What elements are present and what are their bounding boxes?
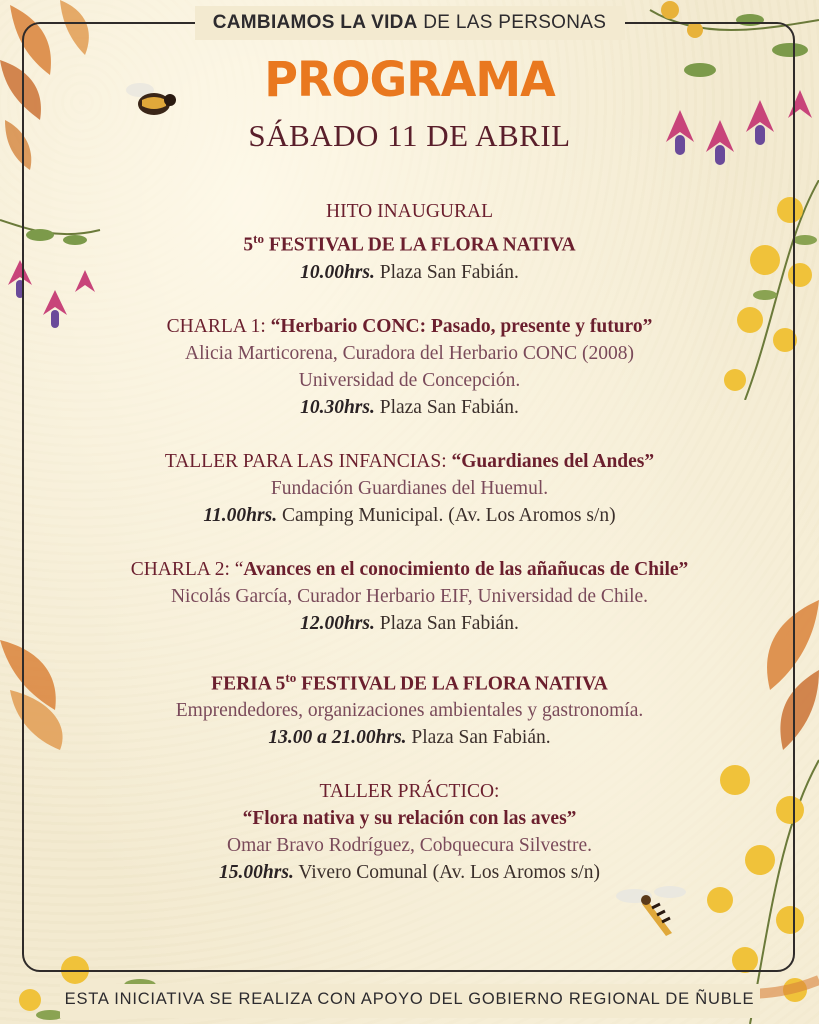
event-time-place: 12.00hrs. Plaza San Fabián. [300,612,519,634]
program-item-hito-inaugural [40,198,779,286]
event-heading: HITO INAUGURAL [326,201,493,222]
event-time-place: 15.00hrs. Vivero Comunal (Av. Los Aromos s/n) [219,862,600,883]
event-heading: CHARLA 1: “Herbario CONC: Pasado, presente y futuro” [166,315,653,337]
event-speaker: Omar Bravo Rodríguez, Cobquecura Silvestre. [227,835,592,856]
program-item-charla-2 [40,556,779,637]
program-item-taller-infancias [40,448,779,529]
program-item-taller-practico [40,778,779,886]
event-description: Emprendedores, organizaciones ambientales y gastronomía. [175,700,644,721]
event-heading: TALLER PARA LAS INFANCIAS: “Guardianes del Andes” [164,450,655,472]
event-time-place: 10.30hrs. Plaza San Fabián. [300,396,519,418]
event-name: $5^{to}$ FESTIVAL DE LA FLORA NATIVA [243,231,576,256]
event-title: “Flora nativa y su relación con las aves” [242,808,577,829]
event-heading: CHARLA 2: “Avances en el conocimiento de las añañucas de Chile” [130,558,689,580]
event-date: SÁBADO 11 DE ABRIL [248,118,571,153]
program-list [40,198,779,886]
event-organizer: Fundación Guardianes del Huemul. [270,477,549,499]
page-title: PROGRAMA [264,50,555,108]
program-item-charla-1 [40,313,779,421]
event-speaker: Nicolás García, Curador Herbario EIF, Universidad de Chile. [170,585,649,607]
event-time-place: 13.00 a 21.00hrs. Plaza San Fabián. [268,727,551,748]
event-heading: FERIA $5^{to}$ FESTIVAL DE LA FLORA NATIVA [211,669,608,694]
event-affiliation: Universidad de Concepción. [298,369,521,391]
footer-credit: ESTA INICIATIVA SE REALIZA CON APOYO DEL GOBIERNO REGIONAL DE ÑUBLE [64,990,755,1008]
event-time-place: 11.00hrs. Camping Municipal. (Av. Los Aromos s/n) [203,504,616,526]
event-heading: TALLER PRÁCTICO: [319,781,500,802]
event-speaker: Alicia Marticorena, Curadora del Herbario CONC (2008) [185,342,634,364]
tagline: CAMBIAMOS LA VIDA DE LAS PERSONAS [212,12,607,33]
event-time-place: 10.00hrs. Plaza San Fabián. [300,261,519,283]
program-item-feria [40,664,779,752]
